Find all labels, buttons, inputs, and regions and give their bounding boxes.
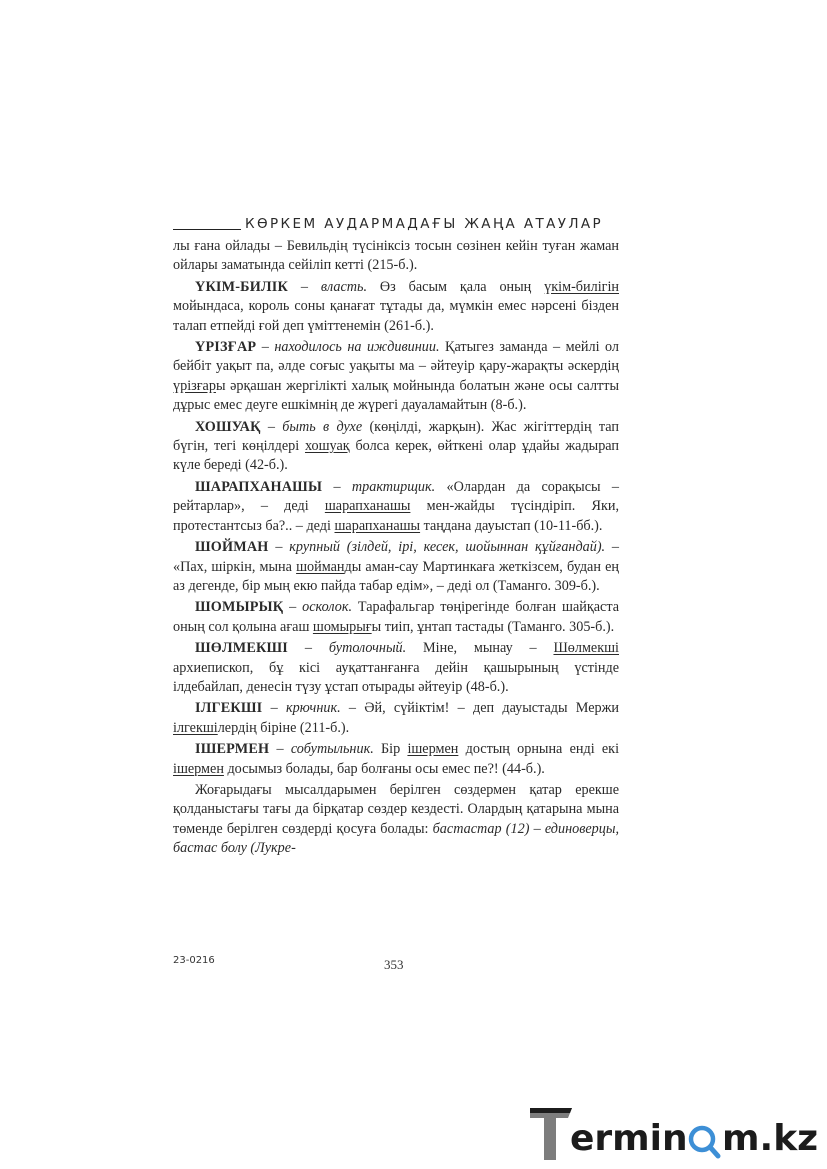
termincom-logo	[526, 1104, 826, 1164]
entry-text: (көңілді, жарқын). Жас жігіттердің тап бүгін, тегі көңілдері	[173, 418, 620, 455]
underlined-term: хошуақ	[304, 438, 350, 455]
entry-text: Тарафальгар төңірегінде болған шайқаста оның сол қолына ағаш	[173, 599, 619, 635]
dictionary-entry	[173, 478, 619, 536]
entry-text: лы ғана ойлады – Бевильдің түсініксіз тосын сөзінен кейін туған жаман ойлары заматында сейіліп кетті (215-б.).	[173, 238, 619, 274]
entry-text: –	[288, 640, 329, 657]
underlined-term: шарапханашы	[334, 517, 421, 534]
translation: крупный (зілдей, ірі, кесек, шойыннан құйғандай).	[289, 539, 606, 556]
entry-text: Міне, мынау –	[406, 640, 554, 657]
dictionary-entry	[173, 237, 619, 276]
entry-text: –	[269, 741, 291, 758]
entry-text: мен-жайды түсіндіріп. Яки, протестантсыз ба?.. – деді	[173, 498, 619, 534]
entry-text: –	[287, 278, 321, 295]
magnifier-icon	[691, 1128, 718, 1156]
running-header-title: КӨРКЕМ АУДАРМАДАҒЫ ЖАҢА АТАУЛАР	[245, 216, 604, 232]
entry-text: лердің біріне (211-б.).	[217, 719, 350, 736]
entry-text: –	[283, 599, 303, 616]
entry-text: «Олардан да сорақысы – рейтарлар», – деді	[173, 478, 619, 515]
translation: бастастар (12) – единоверцы, бастас болу (Лукре-	[173, 820, 619, 857]
dictionary-entry	[173, 740, 619, 779]
dictionary-entry	[173, 598, 619, 637]
translation: власть.	[320, 278, 368, 295]
underlined-term: ішермен	[407, 741, 459, 758]
underlined-term: шарапханашы	[324, 498, 411, 515]
underlined-term: үрізғар	[173, 377, 216, 394]
entry-text: ы тиіп, ұнтап тастады (Таманго. 305-б.).	[371, 618, 615, 635]
headword: ХОШУАҚ	[195, 418, 261, 435]
entry-text: Қатыгез заманда – мейлі ол бейбіт уақыт па, әлде соғыс уақыты ма – әйтеуір қару-жарақты әскердің	[173, 339, 619, 375]
dictionary-entry	[173, 338, 619, 416]
entry-text: Жоғарыдағы мысалдарымен берілген сөздермен қатар ерекше қолданыстағы тағы да бірқатар сөздер кездесті. Олардың қатарына мына төменде берілген сөздерді қосуға болады:	[173, 781, 619, 837]
translation: бутолочный.	[328, 640, 407, 657]
underlined-term: үкім-билігін	[544, 278, 619, 295]
entry-text: ы әрқашан жергілікті халық мойнында болатын және осы салтты дұрыс емес деуге ешкімнің де жүрегі дауаламайтын (8-б.).	[173, 377, 619, 414]
entry-text: – «Пах, шіркін, мына	[173, 539, 620, 575]
underlined-term: ішермен	[173, 760, 224, 777]
print-code: 23-0216	[173, 955, 215, 966]
header-rule	[173, 229, 241, 230]
headword: ІЛГЕКШІ	[195, 700, 263, 717]
logo-text-right: m.kz	[722, 1118, 819, 1159]
dictionary-entry	[173, 278, 619, 336]
headword: ШӨЛМЕКШІ	[195, 640, 289, 657]
entry-text: –	[268, 539, 290, 556]
dictionary-entry	[173, 418, 619, 476]
headword: ШОЙМАН	[195, 539, 269, 556]
page-body	[173, 237, 619, 859]
dictionary-entry	[173, 538, 619, 596]
translation: трактирщик.	[351, 478, 436, 495]
underlined-term: Шөлмекші	[553, 640, 619, 657]
page-number: 353	[384, 957, 404, 972]
entry-text: –	[260, 418, 283, 435]
underlined-term: шойман	[296, 558, 345, 575]
entry-text: Бір	[373, 741, 408, 758]
entry-text: болса керек, өйткені олар ұдайы жадырап күле береді (42-б.).	[173, 438, 620, 474]
entry-text: ды аман-сау Мартинкаға жеткізсем, будан ең аз дегенде, бір мың екю пайда табар едім», – деді ол (Таманго. 309-б.).	[173, 558, 619, 594]
headword: ІШЕРМЕН	[195, 741, 270, 758]
entry-text: мойындаса, король соны қанағат тұтады да, мүмкін емес нәрсені бізден талап етпейді ғой деп үміттенемін (261-б.).	[173, 298, 619, 334]
headword: ШАРАПХАНАШЫ	[195, 478, 323, 495]
translation: осколок.	[302, 599, 353, 616]
underlined-term: шомырығ	[312, 618, 372, 635]
entry-text: достың орнына енді екі	[458, 741, 620, 758]
entry-text: –	[262, 700, 286, 717]
headword: ҮКІМ-БИЛІК	[195, 278, 288, 295]
translation: находилось на иждивинии.	[274, 339, 440, 356]
headword: ШОМЫРЫҚ	[195, 599, 284, 616]
logo-text-left: ermin	[570, 1118, 688, 1159]
dictionary-entry	[173, 699, 619, 738]
dictionary-entry	[173, 639, 619, 697]
underlined-term: ілгекші	[173, 719, 218, 736]
translation: крючник.	[286, 700, 341, 717]
entry-text: таңдана дауыстап (10-11-бб.).	[420, 517, 603, 534]
logo-t-icon	[530, 1108, 572, 1160]
running-header	[173, 210, 621, 232]
headword: ҮРІЗҒАР	[195, 339, 257, 356]
entry-text: –	[322, 478, 352, 495]
entry-text: Өз басым қала оның	[367, 278, 545, 295]
translation: быть в духе	[282, 418, 363, 435]
translation: собутыльник.	[290, 741, 374, 758]
entry-text: архиепископ, бұ кісі ауқаттанғанға дейін қашырының үстінде ілдебайлап, денесін түзу ұстап отырады әйтеуір (48-б.).	[173, 659, 619, 695]
entry-text: досымыз болады, бар болғаны осы емес пе?! (44-б.).	[223, 760, 545, 777]
entry-text: – Әй, сүйіктім! – деп дауыстады Мержи	[340, 700, 619, 717]
entry-text: –	[256, 339, 275, 356]
dictionary-entry	[173, 781, 619, 859]
